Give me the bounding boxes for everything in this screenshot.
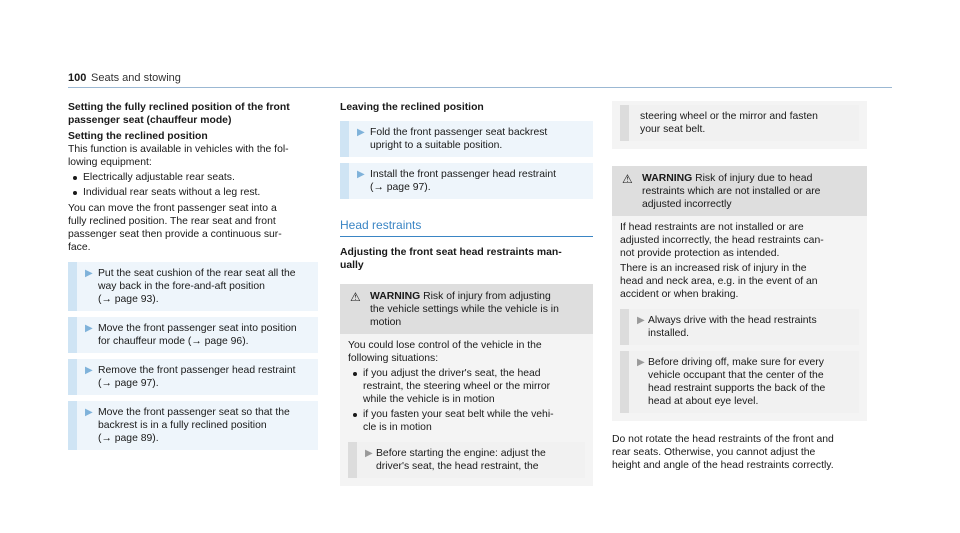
step-bar [620, 351, 629, 413]
column-1 [68, 101, 318, 450]
warning-text: You could lose control of the vehicle in the [348, 340, 542, 351]
instruction-step [348, 442, 585, 478]
step-text: vehicle occupant that the center of the [648, 370, 824, 381]
step-text: steering wheel or the mirror and fasten [640, 111, 818, 122]
warning-text: accident or when braking. [620, 289, 739, 300]
step-arrow-icon: ▶ [637, 357, 645, 368]
warning-text: If head restraints are not installed or are [620, 222, 804, 233]
step-bar [340, 121, 349, 157]
step-text: way back in the fore-and-aft position [98, 281, 265, 292]
list-item-text: while the vehicle is in motion [363, 394, 495, 405]
page-link[interactable]: (→ page 89). [98, 433, 159, 444]
instruction-step [68, 401, 318, 450]
paragraph-line: passenger seat then provide a continuous sur- [68, 229, 282, 240]
step-bar [340, 163, 349, 199]
page-link[interactable]: (→ page 93). [98, 294, 159, 305]
warning-title: the vehicle settings while the vehicle is in [370, 304, 559, 315]
list-item [348, 408, 585, 434]
paragraph-line: fully reclined position. The rear seat and front [68, 216, 276, 227]
instruction-step [620, 351, 859, 413]
step-arrow-icon: ▶ [85, 268, 93, 279]
warning-header [612, 166, 867, 216]
list-item-text: if you fasten your seat belt while the vehi- [363, 409, 554, 420]
paragraph-line: rear seats. Otherwise, you cannot adjust the [612, 447, 816, 458]
list-item: Electrically adjustable rear seats. [68, 171, 318, 184]
column-2 [340, 101, 593, 486]
step-text: Fold the front passenger seat backrest [370, 127, 548, 138]
step-arrow-icon: ▶ [357, 169, 365, 180]
step-text: Install the front passenger head restraint [370, 169, 556, 180]
paragraph-line: height and angle of the head restraints correctly. [612, 460, 834, 471]
warning-text: not provide protection as intended. [620, 248, 780, 259]
step-bar [348, 442, 357, 478]
warning-body [612, 216, 867, 421]
warning-icon: ⚠ [622, 172, 633, 186]
step-bar [68, 317, 77, 353]
warning-continuation [612, 101, 867, 149]
warning-text: adjusted incorrectly, the head restraints can- [620, 235, 824, 246]
paragraph-line: face. [68, 242, 91, 253]
instruction-step-continued [620, 105, 859, 141]
page-link[interactable]: for chauffeur mode (→ page 96). [98, 336, 249, 347]
list-item: Individual rear seats without a leg rest. [68, 186, 318, 199]
step-arrow-icon: ▶ [365, 448, 373, 459]
warning-text: There is an increased risk of injury in the [620, 263, 807, 274]
step-arrow-icon: ▶ [85, 365, 93, 376]
step-text: head restraint supports the back of the [648, 383, 826, 394]
step-bar [68, 401, 77, 450]
section-divider [340, 236, 593, 237]
warning-body [340, 334, 593, 486]
title: passenger seat (chauffeur mode) [68, 115, 232, 126]
intro-text: lowing equipment: [68, 157, 152, 168]
step-bar [620, 105, 629, 141]
step-text: Before driving off, make sure for every [648, 357, 824, 368]
step-bar [620, 309, 629, 345]
warning-label: WARNING [642, 173, 693, 184]
step-text: Move the front passenger seat into position [98, 323, 297, 334]
step-text: Move the front passenger seat so that the [98, 407, 290, 418]
warning-title: Risk of injury from adjusting [423, 291, 551, 302]
page-header [68, 72, 892, 86]
instruction-step [68, 317, 318, 353]
step-bar [68, 262, 77, 311]
step-text: your seat belt. [640, 124, 706, 135]
step-text: Put the seat cushion of the rear seat all the [98, 268, 296, 279]
instruction-step [68, 262, 318, 311]
paragraph-line: Do not rotate the head restraints of the front and [612, 434, 834, 445]
warning-icon: ⚠ [350, 290, 361, 304]
paragraph [68, 202, 318, 254]
section-heading: Head restraints [340, 218, 422, 232]
title: Leaving the reclined position [340, 102, 484, 113]
subheading: ually [340, 260, 364, 271]
column-3 [612, 101, 867, 472]
warning-title: motion [370, 317, 402, 328]
step-bar [68, 359, 77, 395]
subheading: Adjusting the front seat head restraints man- [340, 247, 562, 258]
page-number: 100 [68, 72, 87, 84]
instruction-step [68, 359, 318, 395]
step-text: head at about eye level. [648, 396, 759, 407]
step-text: backrest is in a fully reclined position [98, 420, 267, 431]
warning-title: Risk of injury due to head [695, 173, 813, 184]
paragraph-line: You can move the front passenger seat into a [68, 203, 277, 214]
step-text: installed. [648, 328, 690, 339]
page-link[interactable]: (→ page 97). [370, 182, 431, 193]
list-item [348, 367, 585, 406]
warning-text: following situations: [348, 353, 439, 364]
list-item-text: if you adjust the driver's seat, the head [363, 368, 541, 379]
page-link[interactable]: (→ page 97). [98, 378, 159, 389]
warning-title: restraints which are not installed or are [642, 186, 821, 197]
warning-header [340, 284, 593, 334]
subtitle: Setting the reclined position [68, 131, 208, 142]
list-item-text: restraint, the steering wheel or the mirror [363, 381, 551, 392]
step-text: Always drive with the head restraints [648, 315, 817, 326]
intro-text: This function is available in vehicles with the fol- [68, 144, 289, 155]
warning-text: head and neck area, e.g. in the event of an [620, 276, 818, 287]
step-arrow-icon: ▶ [637, 315, 645, 326]
list-item-text: cle is in motion [363, 422, 432, 433]
header-divider [68, 87, 892, 88]
closing-paragraph [612, 433, 867, 472]
step-arrow-icon: ▶ [357, 127, 365, 138]
section-title: Seats and stowing [91, 72, 181, 84]
step-text: Remove the front passenger head restraint [98, 365, 296, 376]
step-arrow-icon: ▶ [85, 323, 93, 334]
step-text: upright to a suitable position. [370, 140, 503, 151]
warning-title: adjusted incorrectly [642, 199, 732, 210]
step-arrow-icon: ▶ [85, 407, 93, 418]
warning-label: WARNING [370, 291, 421, 302]
step-text: driver's seat, the head restraint, the [376, 461, 539, 472]
warning-box [612, 166, 867, 421]
warning-box [340, 284, 593, 486]
title: Setting the fully reclined position of the front [68, 102, 290, 113]
step-text: Before starting the engine: adjust the [376, 448, 546, 459]
instruction-step [340, 163, 593, 199]
instruction-step [620, 309, 859, 345]
instruction-step [340, 121, 593, 157]
